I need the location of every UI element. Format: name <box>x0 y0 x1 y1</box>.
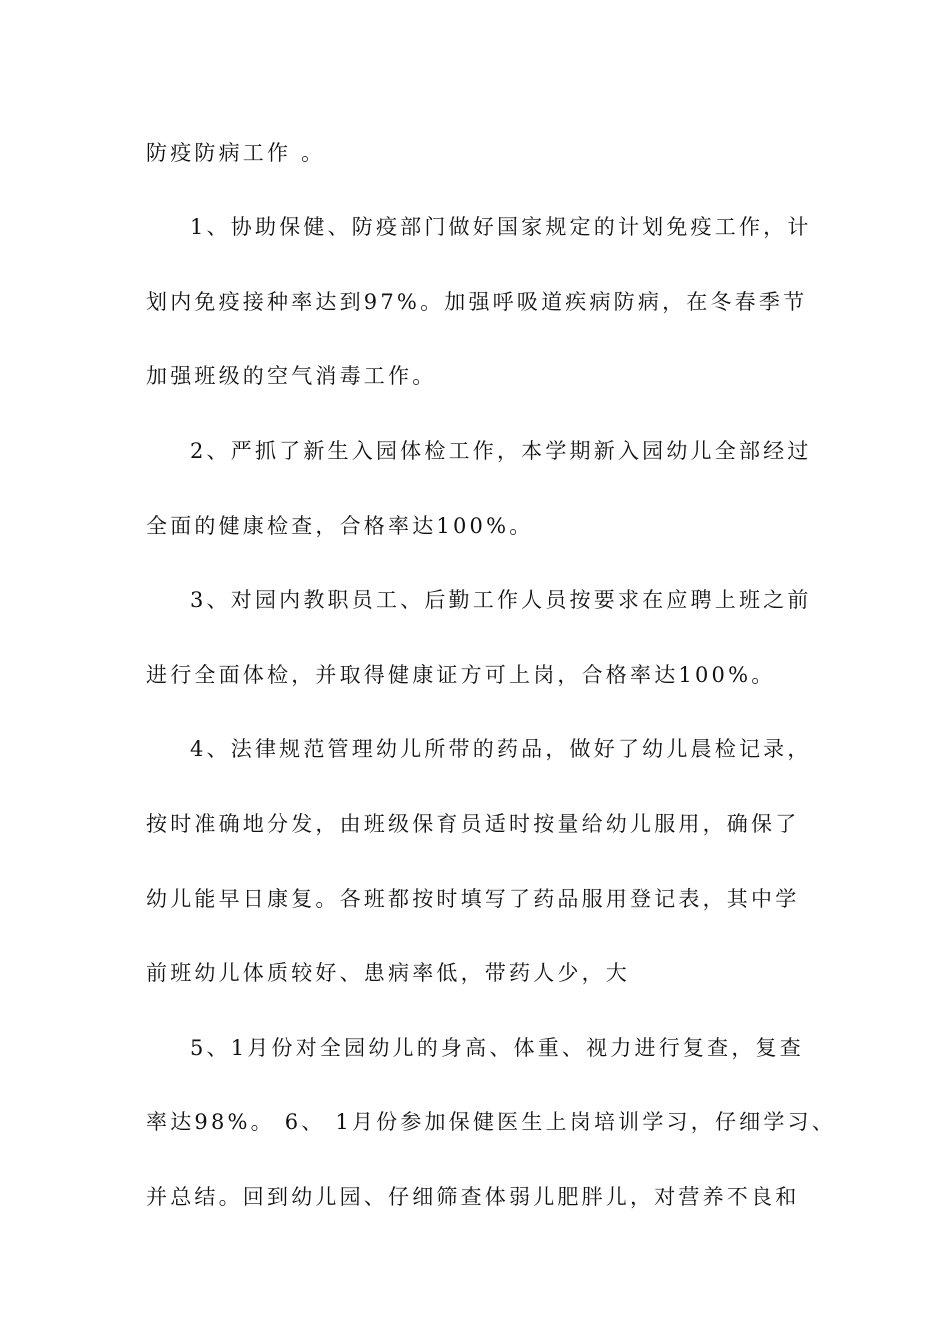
text-line-8: 进行全面体检，并取得健康证方可上岗，合格率达100%。 <box>146 663 776 687</box>
text-line-1: 防疫防病工作 。 <box>146 141 326 165</box>
text-line-3: 划内免疫接种率达到97%。加强呼吸道疾病防病，在冬春季节 <box>146 290 808 314</box>
text-line-6: 全面的健康检查，合格率达100%。 <box>146 514 534 538</box>
text-line-13: 5、1月份对全园幼儿的身高、体重、视力进行复查，复查 <box>190 1036 804 1060</box>
text-line-15: 并总结。回到幼儿园、仔细筛查体弱儿肥胖儿，对营养不良和 <box>146 1185 800 1209</box>
text-line-14: 率达98%。 6、 1月份参加保健医生上岗培训学习，仔细学习、 <box>146 1110 836 1134</box>
text-line-4: 加强班级的空气消毒工作。 <box>146 364 437 388</box>
text-line-12: 前班幼儿体质较好、患病率低，带药人少，大 <box>146 961 630 985</box>
text-line-11: 幼儿能早日康复。各班都按时填写了药品服用登记表，其中学 <box>146 887 800 911</box>
text-line-9: 4、法律规范管理幼儿所带的药品，做好了幼儿晨检记录， <box>190 737 812 761</box>
text-line-10: 按时准确地分发，由班级保育员适时按量给幼儿服用，确保了 <box>146 812 800 836</box>
text-line-2: 1、协助保健、防疫部门做好国家规定的计划免疫工作，计 <box>190 215 812 239</box>
text-line-5: 2、严抓了新生入园体检工作，本学期新入园幼儿全部经过 <box>190 439 812 463</box>
text-line-7: 3、对园内教职员工、后勤工作人员按要求在应聘上班之前 <box>190 588 812 612</box>
